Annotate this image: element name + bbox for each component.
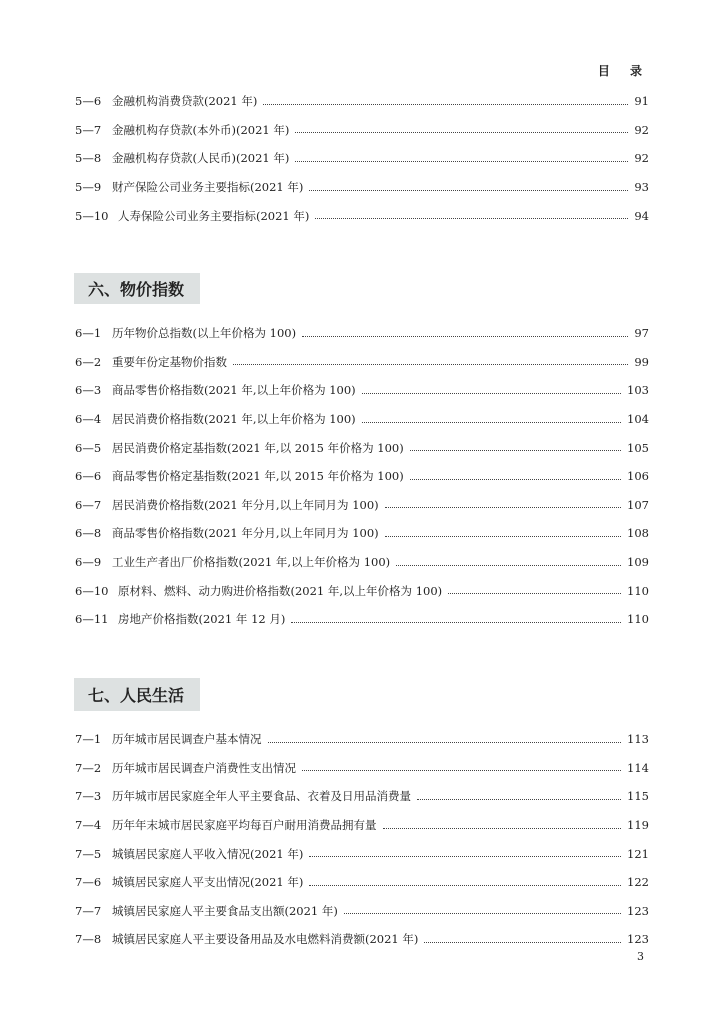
toc-entry-title: 居民消费价格指数(2021 年,以上年价格为 100) [112,412,356,427]
toc-entry-number: 6—4 [75,412,102,427]
toc-entry-page: 121 [627,846,649,861]
toc-entry[interactable] [75,725,649,754]
toc-entry-number: 7—5 [75,846,102,861]
toc-entry-title: 历年城市居民家庭全年人平主要食品、衣着及日用品消费量 [112,789,411,804]
dot-leader [383,828,622,829]
toc-entry-page: 92 [634,151,649,166]
dot-leader [291,622,621,623]
toc-entry-page: 113 [627,732,649,747]
toc-entry[interactable] [75,868,649,897]
toc-entry-page: 109 [627,555,649,570]
toc-entry[interactable] [75,576,649,605]
toc-entry-title: 工业生产者出厂价格指数(2021 年,以上年价格为 100) [112,555,391,570]
dot-leader [362,422,621,423]
toc-entry-page: 103 [627,383,649,398]
dot-leader [315,218,628,219]
dot-leader [309,856,621,857]
toc-entry-number: 5—7 [75,122,102,137]
toc-entry-page: 119 [627,818,649,833]
toc-entry-title: 商品零售价格指数(2021 年分月,以上年同月为 100) [112,526,379,541]
dot-leader [396,565,621,566]
toc-entry[interactable] [75,462,649,491]
toc-entry[interactable] [75,897,649,926]
toc-entry-page: 110 [627,583,649,598]
dot-leader [295,132,628,133]
toc-entry-page: 123 [627,932,649,947]
toc-entry[interactable] [75,548,649,577]
toc-entry-number: 7—4 [75,818,102,833]
toc-entry[interactable] [75,87,649,116]
toc-entry-page: 107 [627,497,649,512]
toc-entry[interactable] [75,782,649,811]
toc-entry[interactable] [75,433,649,462]
dot-leader [448,593,621,594]
toc-entry-number: 5—9 [75,180,102,195]
toc-entry-title: 历年城市居民调查户基本情况 [112,732,262,747]
toc-entry-title: 商品零售价格指数(2021 年,以上年价格为 100) [112,383,356,398]
toc-entry-page: 114 [627,760,649,775]
toc-entry[interactable] [75,491,649,520]
toc-entry-number: 6—11 [75,612,109,627]
toc-entry[interactable] [75,144,649,173]
toc-entry-page: 94 [634,208,649,223]
toc-entry-number: 7—2 [75,760,102,775]
dot-leader [302,336,628,337]
toc-entry[interactable] [75,348,649,377]
toc-entry-number: 7—6 [75,875,102,890]
toc-entry-number: 5—8 [75,151,102,166]
toc-entry-number: 6—10 [75,583,109,598]
dot-leader [385,536,621,537]
toc-entry[interactable] [75,173,649,202]
section-heading-living: 七、人民生活 [74,678,200,711]
dot-leader [302,770,621,771]
toc-entry-number: 7—3 [75,789,102,804]
dot-leader [295,161,628,162]
toc-entry-title: 居民消费价格定基指数(2021 年,以 2015 年价格为 100) [112,440,404,455]
toc-entry-page: 110 [627,612,649,627]
toc-entry-title: 城镇居民家庭人平收入情况(2021 年) [112,846,304,861]
toc-entry-page: 108 [627,526,649,541]
toc-entry[interactable] [75,605,649,634]
toc-entry[interactable] [75,319,649,348]
toc-entry-page: 105 [627,440,649,455]
toc-entry-number: 6—5 [75,440,102,455]
dot-leader [417,799,621,800]
toc-entry-number: 6—6 [75,469,102,484]
toc-entry-page: 104 [627,412,649,427]
toc-entry-page: 122 [627,875,649,890]
toc-entry-number: 6—8 [75,526,102,541]
toc-list-section-7 [75,725,649,954]
toc-entry-title: 金融机构存贷款(本外币)(2021 年) [112,122,290,137]
toc-entry-title: 房地产价格指数(2021 年 12 月) [118,612,286,627]
toc-entry-title: 居民消费价格指数(2021 年分月,以上年同月为 100) [112,497,379,512]
toc-list-section-6 [75,319,649,634]
dot-leader [233,364,628,365]
toc-entry-number: 6—1 [75,326,102,341]
toc-entry-title: 城镇居民家庭人平主要食品支出额(2021 年) [112,903,338,918]
running-header: 目 录 [597,64,650,78]
toc-entry-title: 历年年末城市居民家庭平均每百户耐用消费品拥有量 [112,818,377,833]
toc-entry-title: 商品零售价格定基指数(2021 年,以 2015 年价格为 100) [112,469,404,484]
dot-leader [309,885,621,886]
toc-entry-page: 115 [627,789,649,804]
toc-entry[interactable] [75,811,649,840]
section-heading-prices: 六、物价指数 [74,273,200,304]
toc-entry-page: 99 [634,354,649,369]
toc-entry-title: 财产保险公司业务主要指标(2021 年) [112,180,304,195]
toc-entry-number: 6—9 [75,555,102,570]
toc-entry-number: 6—2 [75,354,102,369]
toc-entry-number: 7—7 [75,903,102,918]
toc-entry-title: 历年城市居民调查户消费性支出情况 [112,760,296,775]
dot-leader [362,393,621,394]
toc-entry-title: 金融机构消费贷款(2021 年) [112,94,258,109]
toc-entry-number: 5—10 [75,208,109,223]
toc-entry-number: 7—8 [75,932,102,947]
dot-leader [410,479,621,480]
toc-entry-page: 91 [634,94,649,109]
dot-leader [268,742,622,743]
toc-entry[interactable] [75,376,649,405]
dot-leader [344,913,621,914]
toc-entry-number: 6—7 [75,497,102,512]
page-number: 3 [637,950,644,963]
dot-leader [385,507,621,508]
toc-entry-page: 97 [634,326,649,341]
toc-entry-title: 原材料、燃料、动力购进价格指数(2021 年,以上年价格为 100) [118,583,443,598]
toc-entry-page: 92 [634,122,649,137]
dot-leader [424,942,621,943]
toc-entry[interactable] [75,754,649,783]
toc-entry-page: 106 [627,469,649,484]
toc-entry-title: 重要年份定基物价指数 [112,354,227,369]
toc-entry-page: 123 [627,903,649,918]
dot-leader [309,190,628,191]
toc-entry-title: 城镇居民家庭人平主要设备用品及水电燃料消费额(2021 年) [112,932,419,947]
toc-entry-title: 城镇居民家庭人平支出情况(2021 年) [112,875,304,890]
toc-entry-number: 7—1 [75,732,102,747]
dot-leader [410,450,621,451]
toc-entry[interactable] [75,201,649,230]
toc-entry[interactable] [75,519,649,548]
toc-entry-page: 93 [634,180,649,195]
toc-entry[interactable] [75,116,649,145]
dot-leader [263,104,628,105]
toc-entry[interactable] [75,405,649,434]
toc-entry-title: 人寿保险公司业务主要指标(2021 年) [118,208,310,223]
toc-entry-title: 历年物价总指数(以上年价格为 100) [112,326,297,341]
toc-entry[interactable] [75,925,649,954]
toc-entry[interactable] [75,839,649,868]
toc-entry-title: 金融机构存贷款(人民币)(2021 年) [112,151,290,166]
toc-entry-number: 6—3 [75,383,102,398]
toc-entry-number: 5—6 [75,94,102,109]
toc-list-section-5 [75,87,649,230]
